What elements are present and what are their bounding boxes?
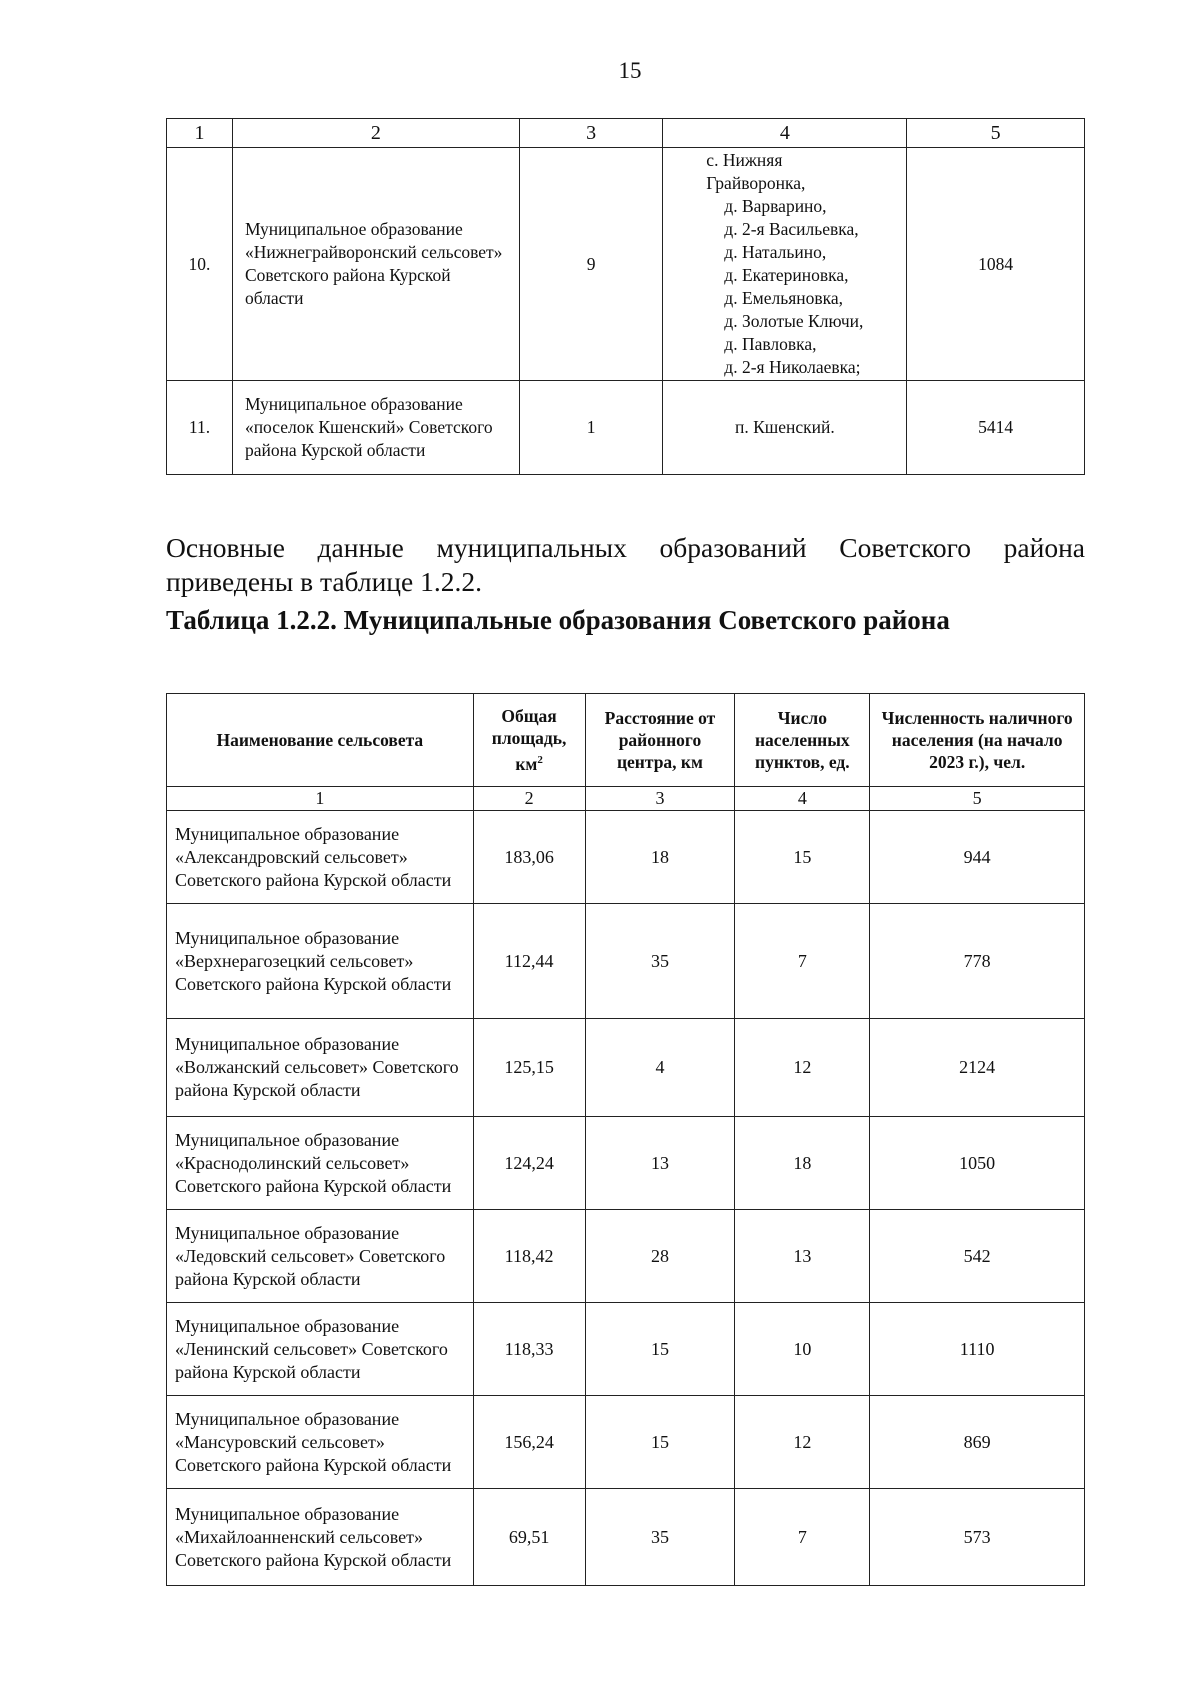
area-value: 183,06 — [473, 811, 585, 904]
distance-value: 15 — [585, 1303, 735, 1396]
area-value: 125,15 — [473, 1019, 585, 1117]
distance-value: 18 — [585, 811, 735, 904]
municipality-name: Муниципальное образование «Ленинский сельсовет» Советского района Курской области — [167, 1303, 474, 1396]
column-number: 2 — [473, 787, 585, 811]
locality-list — [706, 149, 863, 379]
table-row — [167, 1396, 1085, 1489]
column-number: 3 — [585, 787, 735, 811]
municipality-name: Муниципальное образование «Ледовский сельсовет» Советского района Курской области — [167, 1210, 474, 1303]
area-value: 118,33 — [473, 1303, 585, 1396]
continued-table — [166, 118, 1085, 475]
column-number-row — [167, 787, 1085, 811]
population-value: 778 — [870, 904, 1085, 1019]
column-number: 1 — [167, 787, 474, 811]
settlements-value: 12 — [735, 1019, 870, 1117]
table-row — [167, 904, 1085, 1019]
distance-value: 35 — [585, 904, 735, 1019]
locality-count: 9 — [519, 148, 663, 381]
distance-value: 28 — [585, 1210, 735, 1303]
locality: п. Кшенский. — [734, 417, 835, 437]
column-number: 4 — [735, 787, 870, 811]
population-value: 1110 — [870, 1303, 1085, 1396]
area-value: 156,24 — [473, 1396, 585, 1489]
row-number: 10. — [167, 148, 233, 381]
column-number: 1 — [167, 119, 233, 148]
locality: д. Павловка, — [724, 334, 817, 354]
column-number: 5 — [907, 119, 1085, 148]
table-row — [167, 381, 1085, 475]
table-row — [167, 1303, 1085, 1396]
table-row — [167, 148, 1085, 381]
area-value: 118,42 — [473, 1210, 585, 1303]
area-value: 69,51 — [473, 1489, 585, 1586]
locality: д. Варварино, — [724, 196, 827, 216]
population-value: 1084 — [907, 148, 1085, 381]
settlements-value: 13 — [735, 1210, 870, 1303]
header-name: Наименование сельсовета — [167, 694, 474, 787]
locality: с. Нижняя — [706, 150, 783, 170]
locality: д. Золотые Ключи, — [724, 311, 864, 331]
header-area: Общая площадь, $км^2$ — [473, 694, 585, 787]
settlements-value: 12 — [735, 1396, 870, 1489]
header-settlements: Число населенных пунктов, ед. — [735, 694, 870, 787]
locality-count: 1 — [519, 381, 663, 475]
locality: Грайворонка, — [706, 173, 806, 193]
distance-value: 4 — [585, 1019, 735, 1117]
municipality-name: Муниципальное образование «Волжанский сельсовет» Советского района Курской области — [167, 1019, 474, 1117]
municipality-name: Муниципальное образование «Краснодолинский сельсовет» Советского района Курской области — [167, 1117, 474, 1210]
locality: д. Емельяновка, — [724, 288, 844, 308]
page-number: 15 — [618, 58, 642, 83]
locality: д. Натальино, — [724, 242, 827, 262]
population-value: 2124 — [870, 1019, 1085, 1117]
header-distance: Расстояние от районного центра, км — [585, 694, 735, 787]
population-value: 5414 — [907, 381, 1085, 475]
table-caption: Таблица 1.2.2. Муниципальные образования Советского района — [166, 605, 950, 635]
column-number: 4 — [663, 119, 907, 148]
row-number: 11. — [167, 381, 233, 475]
locality-list-cell — [663, 381, 907, 475]
body-paragraph: Основные данные муниципальных образований Советского района приведены в таблице 1.2.2. — [166, 531, 1085, 597]
distance-value: 15 — [585, 1396, 735, 1489]
municipality-name: Муниципальное образование «Александровский сельсовет» Советского района Курской области — [167, 811, 474, 904]
population-value: 573 — [870, 1489, 1085, 1586]
municipality-name: Муниципальное образование «Мансуровский сельсовет» Советского района Курской области — [167, 1396, 474, 1489]
area-value: 124,24 — [473, 1117, 585, 1210]
settlements-value: 7 — [735, 904, 870, 1019]
table-row — [167, 811, 1085, 904]
municipality-name: Муниципальное образование «поселок Кшенский» Советского района Курской области — [232, 381, 519, 475]
municipality-name: Муниципальное образование «Нижнеграйворонский сельсовет» Советского района Курской области — [232, 148, 519, 381]
header-row — [167, 694, 1085, 787]
table-row — [167, 1019, 1085, 1117]
table-row — [167, 1117, 1085, 1210]
distance-value: 35 — [585, 1489, 735, 1586]
column-number: 2 — [232, 119, 519, 148]
header-population: Численность наличного населения (на начало 2023 г.), чел. — [870, 694, 1085, 787]
population-value: 542 — [870, 1210, 1085, 1303]
locality: д. Екатериновка, — [724, 265, 849, 285]
locality: д. 2-я Николаевка; — [724, 357, 861, 377]
settlements-value: 10 — [735, 1303, 870, 1396]
column-number: 5 — [870, 787, 1085, 811]
area-value: 112,44 — [473, 904, 585, 1019]
distance-value: 13 — [585, 1117, 735, 1210]
municipality-name: Муниципальное образование «Михайлоанненский сельсовет» Советского района Курской области — [167, 1489, 474, 1586]
column-number: 3 — [519, 119, 663, 148]
population-value: 944 — [870, 811, 1085, 904]
table-row — [167, 1489, 1085, 1586]
settlements-value: 7 — [735, 1489, 870, 1586]
population-value: 1050 — [870, 1117, 1085, 1210]
table-row — [167, 1210, 1085, 1303]
municipalities-table — [166, 693, 1085, 1586]
settlements-value: 15 — [735, 811, 870, 904]
population-value: 869 — [870, 1396, 1085, 1489]
municipality-name: Муниципальное образование «Верхнерагозецкий сельсовет» Советского района Курской области — [167, 904, 474, 1019]
locality: д. 2-я Васильевка, — [724, 219, 859, 239]
column-number-row — [167, 119, 1085, 148]
locality-list-cell — [663, 148, 907, 381]
settlements-value: 18 — [735, 1117, 870, 1210]
